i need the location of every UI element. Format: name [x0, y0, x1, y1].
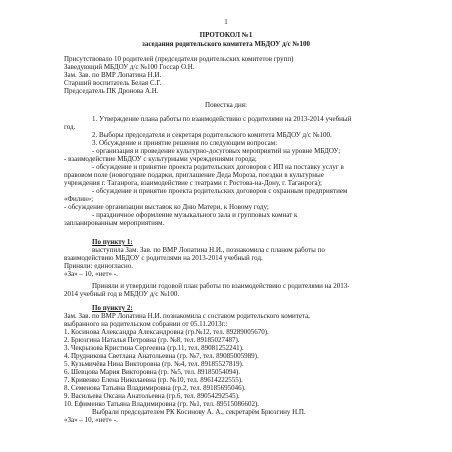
attendees-line: Старший воспитатель Белая С.Г.: [64, 79, 162, 87]
committee-member: 1. Косинова Александра Александровна (гр.№12, тел. 89289005670).: [64, 328, 269, 336]
item1-line: взаимодействию МБДОУ с родителями на 2013-2014 учебный год.: [64, 254, 263, 262]
attendees-line: Председатель ПК Дронова А.Н.: [64, 87, 159, 95]
attendees-line: Зам. Зав. по ВМР Лопатина Н.И.: [64, 71, 162, 79]
agenda-heading: Повестка дня:: [205, 101, 247, 109]
item1-heading: По пункту 1:: [92, 238, 133, 246]
item1-line: «За» – 10, «нет» -.: [64, 270, 118, 278]
attendees-line: Заведующий МБДОУ д/с №100 Госсар О.Н.: [64, 63, 195, 71]
agenda-line: 3. Обсуждение и принятие решения по следующим вопросам:: [92, 139, 278, 147]
committee-member: 5. Кузьмичёва Нина Викторовна (гр. №4, тел. 89185527819).: [64, 360, 244, 368]
agenda-line: 2. Выборы председателя и секретаря родительского комитета МБДОУ д/с №100.: [92, 131, 332, 139]
page-number: 1: [224, 18, 228, 26]
attendees-line: Присутствовало 10 родителей (председатели родительских комитетов групп): [64, 55, 294, 63]
committee-member: 8. Семенова Татьяна Владимировна (гр.2, тел. 89185695046).: [64, 384, 246, 392]
agenda-line: правовом поле (новогодние подарки, приглашение Деда Мороза, поездки в культурные: [64, 171, 324, 179]
agenda-line: - организация и проведение культурно-досуговых мероприятий на уровне МБДОУ;: [92, 147, 341, 155]
item1-line: Приняли: единогласно.: [64, 262, 133, 270]
agenda-line: учреждения г. Таганрога, взаимодействие с театрами г. Ростова-на-Дону, г. Таганрога);: [64, 179, 322, 187]
protocol-subtitle: заседания родительского комитета МБДОУ д/с №100: [142, 40, 310, 48]
item1-line: выступила Зам. Зав. по ВМР Лопатина Н.И., познакомила с планом работы по: [92, 246, 325, 254]
committee-member: 7. Кривенко Елена Николаевна (гр. №10, тел. 89614222555).: [64, 376, 243, 384]
committee-member: 3. Чекрызова Кристина Сергеевна (гр.11, тел. 89081252241).: [64, 344, 244, 352]
committee-member: 6. Шевцова Мария Викторовна (гр. №5, тел. 89185054094).: [64, 368, 241, 376]
agenda-line: «Филин»;: [64, 195, 94, 203]
committee-member: 4. Прудникова Светлана Анатольевна (гр. №7, тел. 89085005989).: [64, 352, 259, 360]
agenda-line: - взаимодействие МБДОУ с культурными учреждениями города;: [64, 155, 257, 163]
item2-heading: По пункту 2:: [92, 304, 133, 312]
committee-member: 10. Ефименко Татьяна Владимировна (гр. №1, тел. 89515086602).: [64, 400, 260, 408]
agenda-line: год.: [64, 123, 76, 131]
protocol-title: ПРОТОКОЛ №1: [199, 31, 253, 39]
item2-line: Зам. Зав. по ВМР Лопатина Н.И. познакомила с составом родительского комитета,: [64, 312, 310, 320]
item2-line: «За» – 10, «нет» -.: [64, 416, 118, 424]
agenda-line: запланированным мероприятиям.: [64, 219, 165, 227]
agenda-line: - обсуждение организации выставок ко Дню Матери, к Новому году;: [64, 203, 269, 211]
committee-member: 2. Брюзгина Наталья Петровна (гр. №8, тел. 89185027487).: [64, 336, 240, 344]
agenda-line: - обсуждение и принятие проекта родительских договоров с ИП на поставку услуг в: [92, 163, 344, 171]
agenda-line: 1. Утверждение плана работы по взаимодействию с родителями на 2013-2014 учебный: [92, 115, 352, 123]
agenda-line: - праздничное оформление музыкального зала и групповых комнат к: [92, 211, 298, 219]
item1-line: 2014 учебный год в МБДОУ д/с №100.: [64, 290, 180, 298]
item2-line: Выбрали председателем РК Косинову А. А., секретарём Брюзгину Н.П.: [92, 408, 306, 416]
agenda-line: - обсуждение и принятие проекта родительских договоров с охранным предприятием: [92, 187, 348, 195]
item2-line: выбранного на родительском собрании от 05.11.2013г.:: [64, 320, 228, 328]
committee-member: 9. Васильева Оксана Анатольевна (гр.6, тел. 89054292545).: [64, 392, 240, 400]
item1-line: Приняли и утвердили годовой план работы по взаимодействию с родителями на 2013-: [92, 282, 350, 290]
